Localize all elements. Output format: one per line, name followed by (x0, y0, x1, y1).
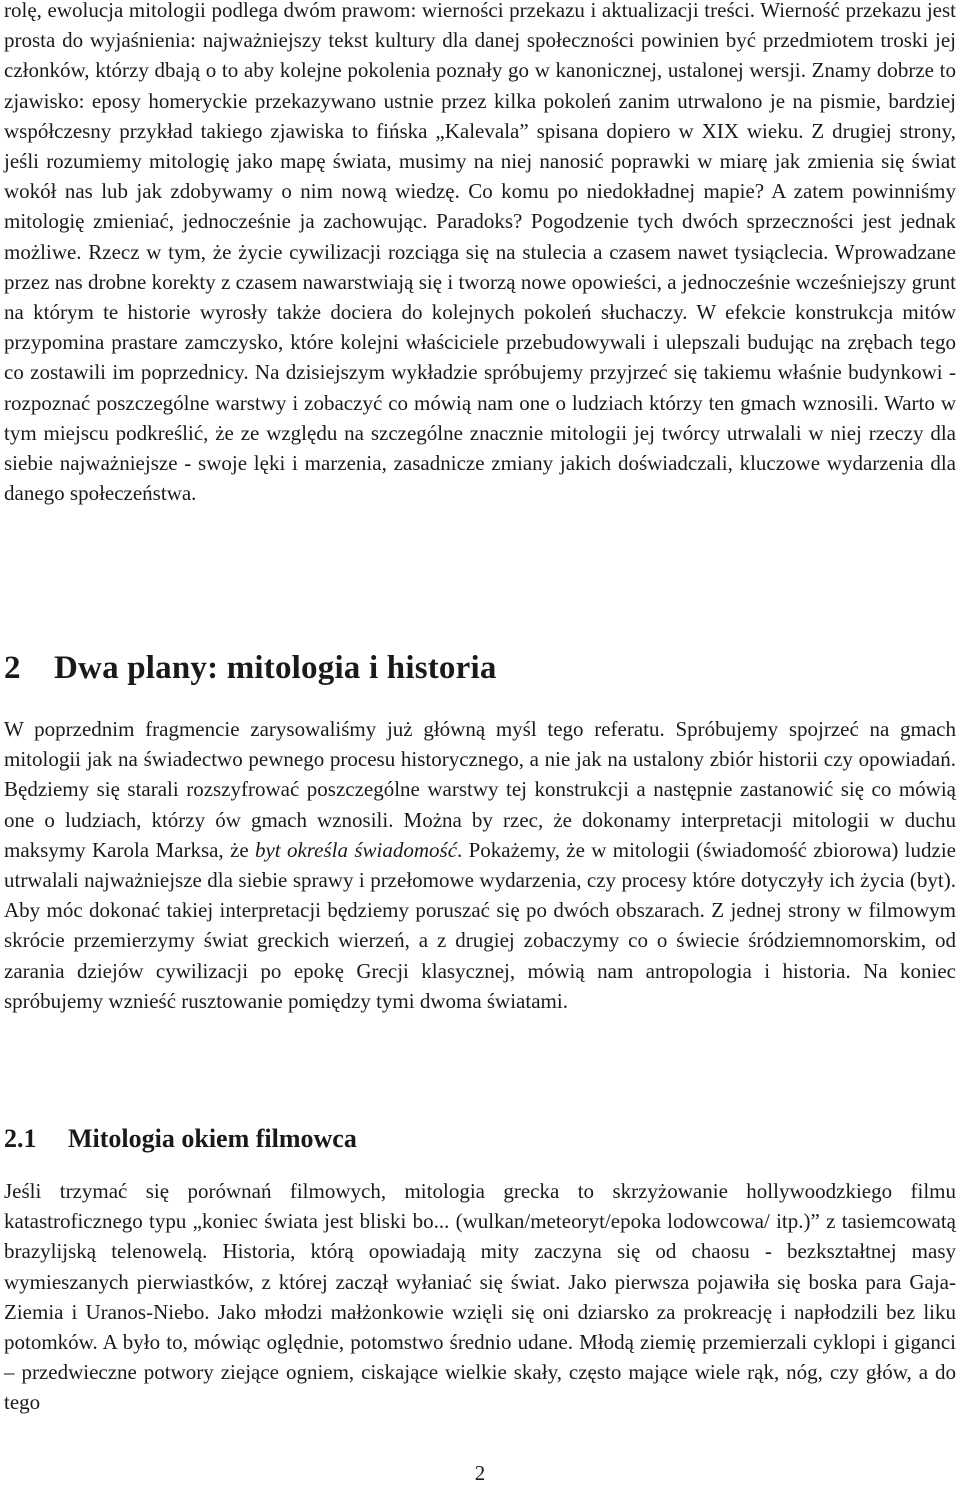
paragraph-text: W poprzednim fragmencie zarysowaliśmy już główną myśl tego referatu. Spróbujemy spojrzeć na gmach mitologii jak na świadectwo pewnego procesu historycznego, a nie jak na ustalony zbiór historii czy opowiadań. Będziemy się starali rozszyfrować poszczególne warstwy tej konstrukcji a następnie zastanowić się co mówią one o ludziach, którzy ów gmach wznosili. Można by rzec, że dokonamy interpretacji mitologii w duchu maksymy Karola Marksa, że (4, 717, 956, 862)
subsection-heading (4, 1124, 357, 1154)
page-number: 2 (474, 1461, 486, 1485)
body-paragraph (4, 714, 956, 1016)
section-number: 2 (4, 650, 21, 686)
section-title: Dwa plany: mitologia i historia (54, 650, 497, 686)
body-paragraph: Jeśli trzymać się porównań filmowych, mitologia grecka to skrzyżowanie hollywoodzkiego filmu katastroficznego typu „koniec świata jest bliski bo... (wulkan/meteoryt/epoka lodowcowa/ itp.)” z tasiemcowatą brazylijską telenowelą. Historia, którą opowiadają mity zaczyna się od chaosu - bezkształtnej masy wymieszanych pierwiastków, z której zaczął wyłaniać się świat. Jako pierwsza pojawiła się boska para Gaja-Ziemia i Uranos-Niebo. Jako młodzi małżonkowie wzięli się oni dziarsko za prokreację i napłodzili bez liku potomków. A było to, mówiąc oględnie, potomstwo średnio udane. Młodą ziemię przemierzali cyklopi i giganci – przedwieczne potwory ziejące ogniem, ciskające wielkie skały, często mające wiele rąk, nóg, czy głów, a do tego (4, 1179, 956, 1415)
paragraph-text: . Pokażemy, że w mitologii (świadomość zbiorowa) ludzie utrwalali najważniejsze dla siebie sprawy i przełomowe wydarzenia, czy procesy które dotyczyły ich życia (byt). Aby móc dokonać takiej interpretacji będziemy poruszać się po dwóch obszarach. Z jednej strony w filmowym skrócie przemierzymy świat greckich wierzeń, a z drugiej zobaczymy co o świecie śródziemnomorskim, od zarania dziejów cywilizacji po epokę Grecji klasycznej, mówią nam antropologia i historia. Na koniec spróbujemy wznieść rusztowanie pomiędzy tymi dwoma światami. (4, 837, 956, 1013)
emphasized-phrase: byt określa świadomość (254, 837, 458, 862)
section-heading (4, 650, 497, 687)
body-paragraph: rolę, ewolucja mitologii podlega dwóm prawom: wierności przekazu i aktualizacji treści. Wierność przekazu jest prosta do wyjaśnienia: najważniejszy tekst kultury dla danej społeczności powinien być przedmiotem troski jej członków, którzy dbają o to aby kolejne pokolenia poznały go w kanonicznej, ustalonej wersji. Znamy dobrze to zjawisko: eposy homeryckie przekazywano ustnie przez kilka pokoleń zanim utrwalono je na pismie, bardziej współczesny przykład takiego zjawiska to fińska „Kalevala” spisana dopiero w XIX wieku. Z drugiej strony, jeśli rozumiemy mitologię jako mapę świata, musimy na niej nanosić poprawki w miarę jak zmienia się świat wokół nas lub jak zdobywamy o nim nową wiedzę. Co komu po niedokładnej mapie? A zatem powinniśmy mitologię zmieniać, jednocześnie ja zachowując. Paradoks? Pogodzenie tych dwóch sprzeczności jest jednak możliwe. Rzecz w tym, że życie cywilizacji rozciąga się na stulecia a czasem nawet tysiąclecia. Wprowadzane przez nas drobne korekty z czasem nawarstwiają się i tworzą nowe opowieści, a jednocześnie wcześniejszy grunt na którym te historie wyrosły także dociera do kolejnych pokoleń słuchaczy. W efekcie konstrukcja mitów przypomina prastare zamczysko, które kolejni właściciele przebudowywali i ulepszali budując na zrębach tego co zostawili im poprzednicy. Na dzisiejszym wykładzie spróbujemy przyjrzeć się takiemu właśnie budynkowi - rozpoznać poszczególne warstwy i zobaczyć co mówią nam one o ludziach którzy ten gmach wznosili. Warto w tym miejscu podkreślić, że ze względu na szczególne znacznie mitologii jej twórcy utrwalali w niej rzeczy dla siebie najważniejsze - swoje lęki i marzenia, zasadnicze zmiany jakich doświadczali, kluczowe wydarzenia dla danego społeczeństwa. (4, 0, 956, 506)
subsection-title: Mitologia okiem filmowca (68, 1124, 357, 1153)
subsection-number: 2.1 (4, 1124, 37, 1153)
